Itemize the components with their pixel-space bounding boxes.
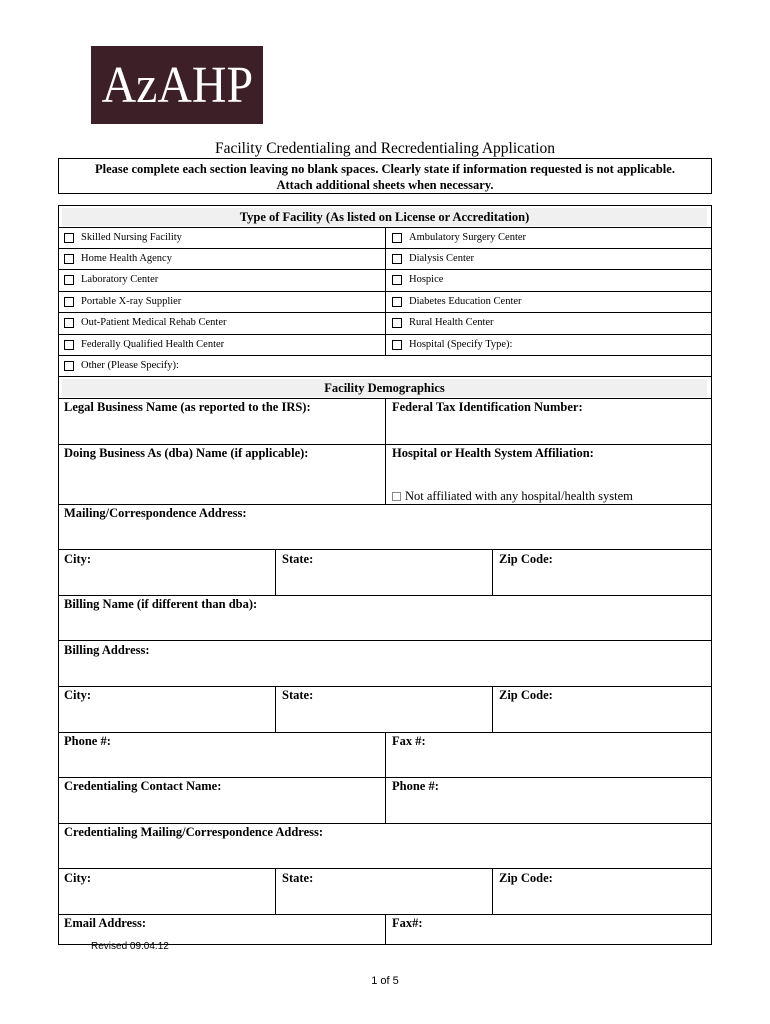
credentialing-address-field[interactable]: Credentialing Mailing/Correspondence Address:: [64, 825, 324, 839]
checkbox[interactable]: [64, 275, 74, 285]
cred-state-field[interactable]: State:: [282, 871, 314, 885]
option-label: Skilled Nursing Facility: [81, 232, 182, 243]
option-laboratory[interactable]: [64, 273, 158, 287]
instructions-box: [58, 158, 712, 194]
cred-city-field[interactable]: City:: [64, 871, 92, 885]
mailing-address-field[interactable]: Mailing/Correspondence Address:: [64, 506, 247, 520]
option-label: Federally Qualified Health Center: [81, 339, 225, 350]
revision-date: Revised 09.04.12: [91, 941, 169, 952]
checkbox[interactable]: [392, 318, 402, 328]
column-divider: [275, 686, 276, 732]
column-divider: [492, 868, 493, 914]
billing-city-field[interactable]: City:: [64, 688, 92, 702]
option-label: Out-Patient Medical Rehab Center: [81, 317, 227, 328]
column-divider: [275, 868, 276, 914]
divider: [58, 868, 712, 869]
column-divider: [385, 227, 386, 355]
logo-text: AzAHP: [101, 56, 253, 114]
option-label: Dialysis Center: [409, 253, 475, 264]
page-title: Facility Credentialing and Recredentialing Application: [214, 140, 556, 157]
checkbox[interactable]: [392, 340, 402, 350]
fax-field[interactable]: Fax #:: [392, 734, 426, 748]
option-fqhc[interactable]: [64, 338, 224, 352]
federal-tax-id-field[interactable]: Federal Tax Identification Number:: [392, 400, 583, 414]
option-label: Hospital (Specify Type):: [409, 339, 513, 350]
divider: [58, 504, 712, 505]
billing-name-field[interactable]: Billing Name (if different than dba):: [64, 597, 258, 611]
option-skilled-nursing[interactable]: [64, 231, 182, 245]
option-label: Diabetes Education Center: [409, 296, 522, 307]
option-label: Home Health Agency: [81, 253, 172, 264]
billing-state-field[interactable]: State:: [282, 688, 314, 702]
column-divider: [385, 732, 386, 823]
option-label: Portable X-ray Supplier: [81, 296, 182, 307]
checkbox[interactable]: [392, 275, 402, 285]
option-label: Laboratory Center: [81, 274, 159, 285]
checkbox[interactable]: [64, 318, 74, 328]
billing-zip-field[interactable]: Zip Code:: [499, 688, 553, 702]
divider: [58, 686, 712, 687]
divider: [58, 640, 712, 641]
checkbox[interactable]: [392, 233, 402, 243]
legal-business-name-field[interactable]: Legal Business Name (as reported to the IRS):: [64, 400, 311, 414]
city-field[interactable]: City:: [64, 552, 92, 566]
option-hospice[interactable]: [392, 273, 443, 287]
not-affiliated-label: Not affiliated with any hospital/health system: [405, 489, 633, 503]
dba-name-field[interactable]: Doing Business As (dba) Name (if applicable):: [64, 446, 309, 460]
column-divider: [385, 398, 386, 504]
phone-field[interactable]: Phone #:: [64, 734, 111, 748]
option-dialysis[interactable]: [392, 252, 474, 266]
option-hospital[interactable]: [392, 338, 512, 352]
checkbox[interactable]: [64, 254, 74, 264]
page-number: 1 of 5: [371, 975, 399, 987]
checkbox[interactable]: [64, 297, 74, 307]
option-portable-xray[interactable]: [64, 295, 181, 309]
option-home-health[interactable]: [64, 252, 172, 266]
affiliation-field[interactable]: Hospital or Health System Affiliation:: [392, 446, 594, 460]
option-label: Hospice: [409, 274, 444, 285]
option-label: Other (Please Specify):: [81, 360, 179, 371]
instructions-line-2: Attach additional sheets when necessary.: [276, 178, 494, 192]
facility-type-heading: Type of Facility (As listed on License or Accreditation): [62, 208, 707, 226]
email-address-field[interactable]: Email Address:: [64, 916, 147, 930]
fax2-field[interactable]: Fax#:: [392, 916, 423, 930]
checkbox[interactable]: [64, 233, 74, 243]
divider: [58, 549, 712, 550]
not-affiliated-option[interactable]: [392, 489, 633, 504]
contact-phone-field[interactable]: Phone #:: [392, 779, 439, 793]
checkbox[interactable]: [392, 254, 402, 264]
checkbox[interactable]: [392, 297, 402, 307]
column-divider: [492, 549, 493, 595]
option-rural-health[interactable]: [392, 316, 494, 330]
divider: [58, 595, 712, 596]
state-field[interactable]: State:: [282, 552, 314, 566]
cred-zip-field[interactable]: Zip Code:: [499, 871, 553, 885]
option-outpatient-rehab[interactable]: [64, 316, 227, 330]
zip-code-field[interactable]: Zip Code:: [499, 552, 553, 566]
column-divider: [385, 914, 386, 945]
instructions-line-1: Please complete each section leaving no blank spaces. Clearly state if information requested is not applicable.: [95, 162, 675, 176]
option-other[interactable]: [64, 359, 179, 373]
demographics-heading: Facility Demographics: [62, 379, 707, 397]
column-divider: [492, 686, 493, 732]
option-diabetes-education[interactable]: [392, 295, 522, 309]
checkbox[interactable]: [64, 340, 74, 350]
billing-address-field[interactable]: Billing Address:: [64, 643, 150, 657]
column-divider: [275, 549, 276, 595]
checkbox[interactable]: [64, 361, 74, 371]
option-label: Rural Health Center: [409, 317, 494, 328]
checkbox[interactable]: [392, 492, 401, 501]
divider: [58, 355, 712, 356]
azahp-logo: [91, 46, 263, 124]
option-ambulatory-surgery[interactable]: [392, 231, 526, 245]
option-label: Ambulatory Surgery Center: [409, 232, 527, 243]
contact-name-field[interactable]: Credentialing Contact Name:: [64, 779, 222, 793]
divider: [58, 823, 712, 824]
